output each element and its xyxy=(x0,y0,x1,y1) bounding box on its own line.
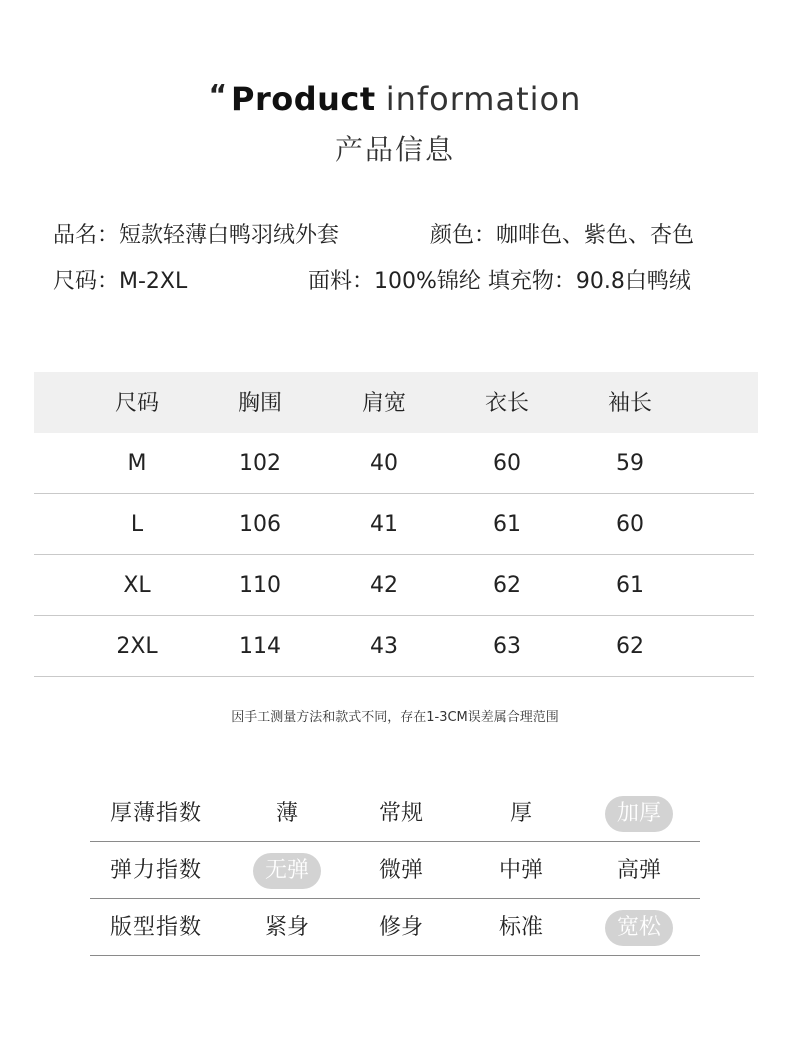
table-cell: 61 xyxy=(616,573,644,598)
index-option: 高弹 xyxy=(616,858,661,883)
header-chest: 胸围 xyxy=(237,391,282,416)
table-cell: L xyxy=(130,512,144,537)
index-option: 紧身 xyxy=(264,915,309,940)
table-row xyxy=(34,555,754,616)
table-cell: 61 xyxy=(493,512,521,537)
table-cell: 2XL xyxy=(116,634,158,659)
table-row xyxy=(34,494,754,555)
table-cell: 60 xyxy=(616,512,644,537)
index-option-selected: 宽松 xyxy=(605,910,673,946)
index-option-selected: 无弹 xyxy=(253,853,321,889)
index-option: 修身 xyxy=(378,915,423,940)
product-size: 尺码：M-2XL xyxy=(53,269,188,294)
index-option-cell xyxy=(351,899,451,956)
table-row xyxy=(34,433,754,494)
title-light: information xyxy=(385,80,582,118)
quote-mark: “ xyxy=(208,78,228,111)
table-cell: 59 xyxy=(616,451,644,476)
table-cell: 62 xyxy=(616,634,644,659)
table-cell: XL xyxy=(123,573,151,598)
index-option: 微弹 xyxy=(378,858,423,883)
table-cell: 60 xyxy=(493,451,521,476)
table-cell: 102 xyxy=(239,451,281,476)
index-label: 版型指数 xyxy=(110,915,203,940)
index-option-cell xyxy=(471,842,571,899)
index-row-elasticity xyxy=(90,842,700,899)
index-option-cell xyxy=(237,899,337,956)
header-size: 尺码 xyxy=(114,391,159,416)
table-cell: 41 xyxy=(370,512,398,537)
index-option-cell xyxy=(589,842,689,899)
product-fabric: 面料：100%锦纶 填充物：90.8白鸭绒 xyxy=(308,269,691,294)
subtitle: 产品信息 xyxy=(334,133,455,166)
index-table xyxy=(90,785,700,956)
measurement-note: 因手工测量方法和款式不同，存在1-3CM误差属合理范围 xyxy=(231,710,559,725)
size-table xyxy=(34,372,758,677)
index-option-cell xyxy=(589,899,689,956)
index-option-cell xyxy=(471,785,571,842)
table-row xyxy=(34,616,754,677)
index-option-cell xyxy=(589,785,689,842)
table-cell: 63 xyxy=(493,634,521,659)
header-length: 衣长 xyxy=(484,391,529,416)
index-option: 常规 xyxy=(378,801,423,826)
index-option: 标准 xyxy=(498,915,543,940)
header-sleeve: 袖长 xyxy=(607,391,652,416)
table-cell: 40 xyxy=(370,451,398,476)
title-bold: Product xyxy=(231,80,376,118)
index-row-thickness xyxy=(90,785,700,842)
table-cell: 62 xyxy=(493,573,521,598)
header-shoulder: 肩宽 xyxy=(361,391,406,416)
index-label: 弹力指数 xyxy=(110,858,203,883)
size-table-header xyxy=(34,372,758,433)
index-option: 薄 xyxy=(275,801,298,826)
table-cell: M xyxy=(127,451,147,476)
table-cell: 106 xyxy=(239,512,281,537)
index-option-cell xyxy=(351,785,451,842)
index-option: 中弹 xyxy=(498,858,543,883)
index-option-cell xyxy=(237,785,337,842)
index-option-selected: 加厚 xyxy=(605,796,673,832)
index-option-cell xyxy=(237,842,337,899)
product-name: 品名：短款轻薄白鸭羽绒外套 xyxy=(53,223,340,248)
table-cell: 42 xyxy=(370,573,398,598)
table-cell: 114 xyxy=(239,634,281,659)
index-option-cell xyxy=(471,899,571,956)
index-label: 厚薄指数 xyxy=(110,801,203,826)
index-row-fit xyxy=(90,899,700,956)
title-row xyxy=(0,72,790,128)
table-cell: 43 xyxy=(370,634,398,659)
table-cell: 110 xyxy=(239,573,281,598)
product-color: 颜色：咖啡色、紫色、杏色 xyxy=(430,223,695,248)
index-option: 厚 xyxy=(509,801,532,826)
index-option-cell xyxy=(351,842,451,899)
